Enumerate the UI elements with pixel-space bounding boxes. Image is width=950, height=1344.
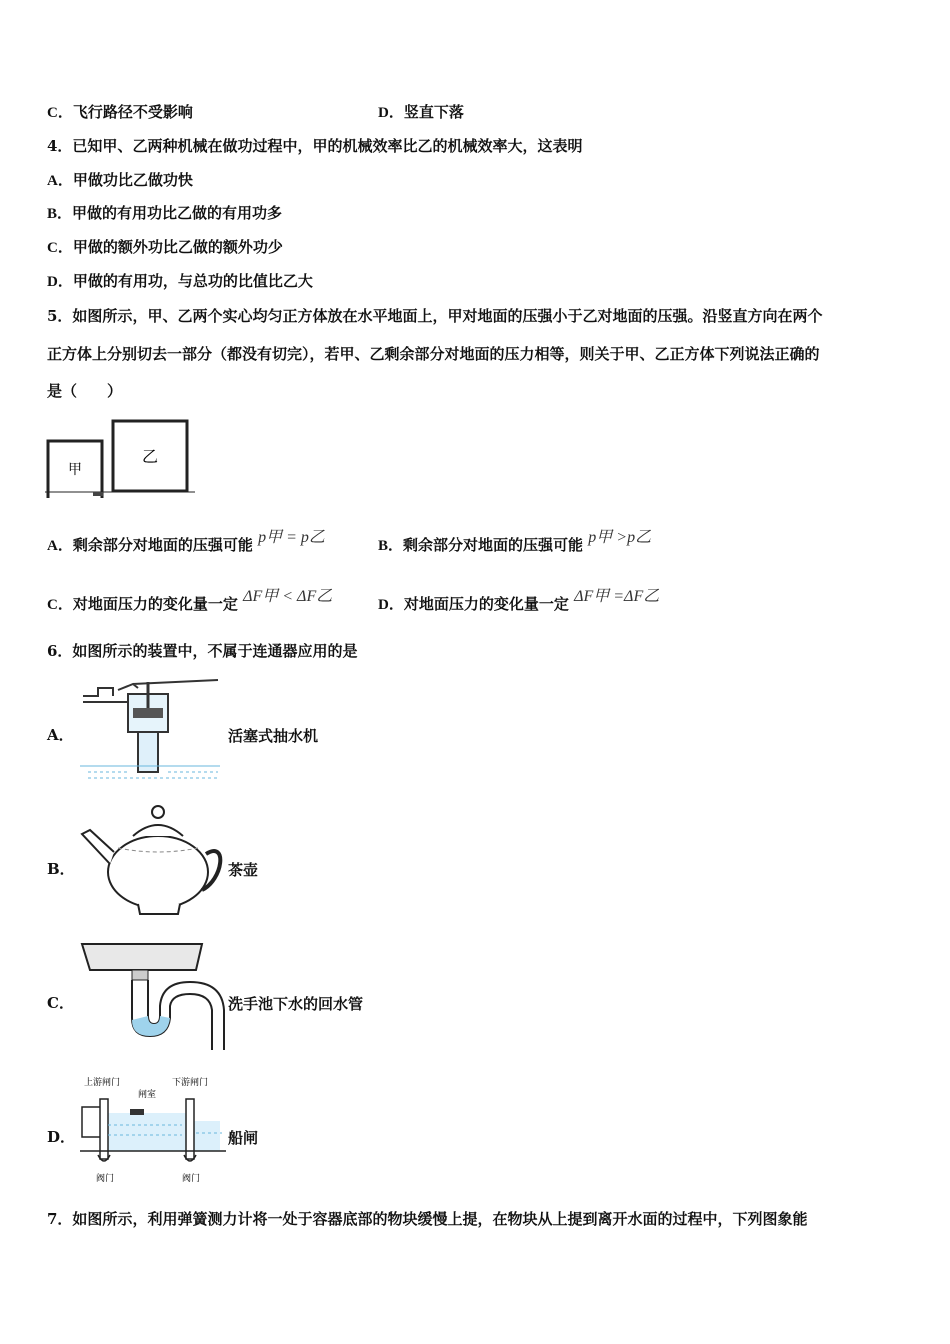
label-upper-gate: 上游闸门 — [84, 1078, 121, 1088]
q6-option-b-letter: B． — [47, 860, 75, 878]
q5-option-a-math: p甲 = p乙 — [258, 529, 325, 546]
q6-option-a-letter: A． — [47, 726, 74, 744]
q6-option-b-caption: 茶壶 — [228, 861, 259, 879]
q5-option-c-math: ΔF甲 < ΔF乙 — [243, 588, 333, 605]
q6-option-a-caption: 活塞式抽水机 — [228, 727, 319, 745]
q5-option-d-math: ΔF甲 =ΔF乙 — [574, 588, 660, 605]
q3-option-d: D．竖直下落 — [378, 103, 464, 121]
cube-small-label: 甲 — [68, 462, 82, 478]
ground-mark — [93, 492, 103, 496]
q5-stem-line3: 是（ ） — [47, 382, 123, 400]
q4-option-a: A．甲做功比乙做功快 — [47, 171, 193, 189]
q5-option-d: D．对地面压力的变化量一定 ΔF甲 =ΔF乙 — [378, 588, 660, 613]
q6-stem: 6．如图所示的装置中，不属于连通器应用的是 — [47, 642, 358, 660]
q7-stem: 7．如图所示，利用弹簧测力计将一处于容器底部的物块缓慢上提，在物块从上提到离开水面的过程中，下列图象能 — [47, 1210, 808, 1228]
q4-option-b: B．甲做的有用功比乙做的有用功多 — [47, 204, 283, 222]
q5-option-c: C．对地面压力的变化量一定 ΔF甲 < ΔF乙 — [47, 588, 333, 613]
q5-stem-line1: 5．如图所示，甲、乙两个实心均匀正方体放在水平地面上，甲对地面的压强小于乙对地面的压强。沿竖直方向在两个 — [47, 307, 823, 325]
piston-pump-figure — [78, 672, 223, 784]
label-lower-gate: 下游闸门 — [172, 1078, 209, 1088]
q3-option-c: C．飞行路径不受影响 — [47, 103, 193, 121]
ship-lock-figure — [78, 1073, 228, 1185]
q6-option-d-caption: 船闸 — [228, 1129, 259, 1147]
sink-trap-figure — [80, 940, 225, 1052]
q4-option-c: C．甲做的额外功比乙做的额外功少 — [47, 238, 283, 256]
q4-option-d: D．甲做的有用功，与总功的比值比乙大 — [47, 272, 313, 290]
q6-option-d-letter: D． — [47, 1128, 76, 1146]
q6-option-c-letter: C． — [47, 994, 74, 1012]
label-valve-left: 阀门 — [96, 1174, 115, 1184]
q5-option-a: A．剩余部分对地面的压强可能 p甲 = p乙 — [47, 529, 325, 554]
q5-stem-line2: 正方体上分别切去一部分（都没有切完），若甲、乙剩余部分对地面的压力相等，则关于甲、乙正方体下列说法正确的 — [47, 345, 820, 363]
q4-stem: 4．已知甲、乙两种机械在做功过程中，甲的机械效率比乙的机械效率大，这表明 — [47, 137, 583, 155]
q5-option-b-math: p甲 >p乙 — [588, 529, 652, 546]
label-valve-right: 阀门 — [182, 1174, 201, 1184]
cube-large-label: 乙 — [141, 447, 159, 466]
q6-option-c-caption: 洗手池下水的回水管 — [228, 995, 364, 1013]
label-chamber: 闸室 — [138, 1090, 157, 1100]
teapot-figure — [78, 800, 223, 918]
q5-cubes-figure — [45, 418, 195, 498]
q5-option-b: B．剩余部分对地面的压强可能 p甲 >p乙 — [378, 529, 652, 554]
